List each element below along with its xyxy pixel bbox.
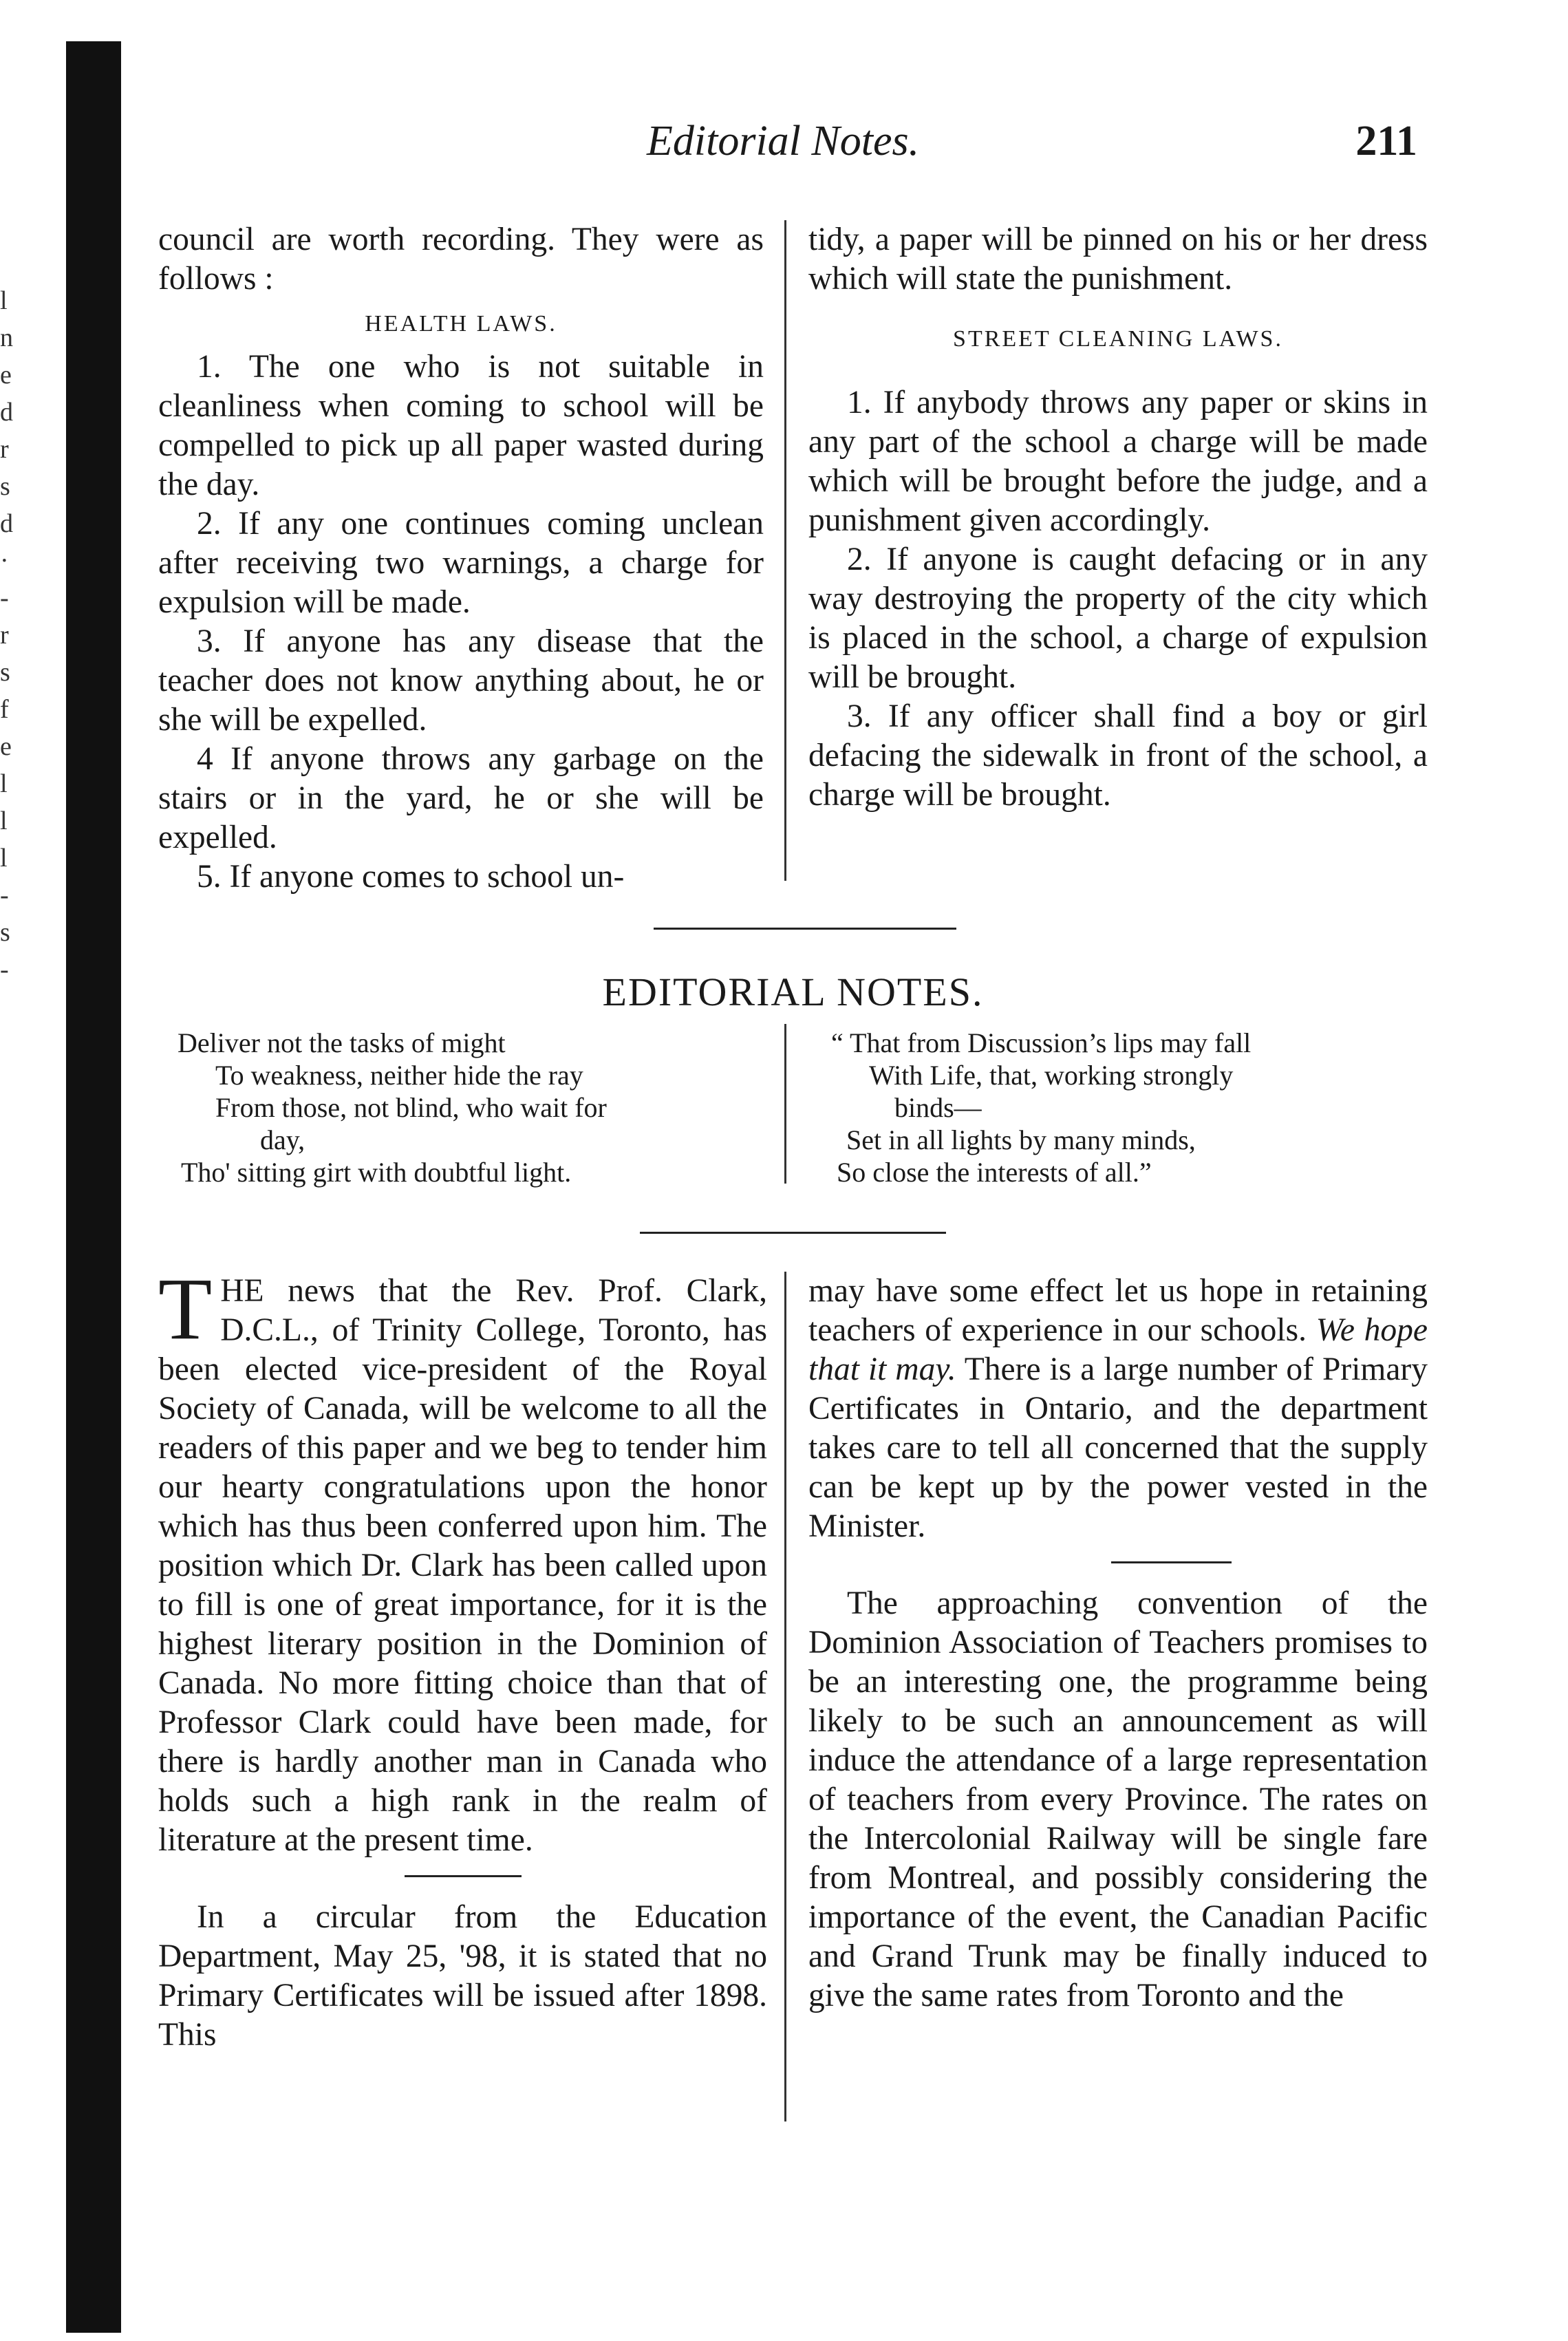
margin-fragment: - xyxy=(0,955,9,984)
margin-fragment: e xyxy=(0,361,12,389)
page-number: 211 xyxy=(1355,118,1417,164)
margin-fragment: n xyxy=(0,323,13,352)
poem-line: binds— xyxy=(894,1092,982,1123)
convention-paragraph: The approaching convention of the Dominion Association of Teachers promises to be an interesting one, the programme being likely to be such an announcement as will induce the attendance of a large representation of teachers from every Province. The rates on the Intercolonial Railway will be single fare from Montreal, and possibly considering the importance of the event, the Canadian Pacific and Grand Trunk may be finally induced to give the same rates from Toronto and the xyxy=(808,1585,1428,2013)
poem-line: With Life, that, working strongly xyxy=(869,1060,1234,1091)
clark-paragraph xyxy=(158,1260,767,1860)
health-law-item: 3. If anyone has any disease that the teacher does not know anything about, he or she will be expelled. xyxy=(158,623,764,738)
paragraph-separator xyxy=(405,1875,522,1877)
margin-fragment: d xyxy=(0,398,13,427)
poem-line: Set in all lights by many minds, xyxy=(846,1124,1196,1155)
margin-fragment: l xyxy=(0,844,8,873)
margin-fragment: s xyxy=(0,918,10,947)
margin-fragment: r xyxy=(0,435,9,464)
street-law-item: 3. If any officer shall find a boy or girl defacing the sidewalk in front of the school, a charge will be brought. xyxy=(808,698,1428,813)
margin-fragment: l xyxy=(0,769,8,798)
certificates-italic: We hope that it may. xyxy=(808,1312,1428,1387)
margin-fragment: f xyxy=(0,695,9,724)
street-law-item: 2. If anyone is caught defacing or in any way destroying the property of the city which is placed in the school, a charge of expulsion will be brought. xyxy=(808,542,1428,695)
margin-fragment: l xyxy=(0,286,8,315)
margin-fragment: - xyxy=(0,584,9,612)
bottom-right-column xyxy=(808,1272,1428,2016)
margin-fragment: l xyxy=(0,806,8,835)
poem-line: To weakness, neither hide the ray xyxy=(215,1060,583,1091)
street-law-item: 1. If anybody throws any paper or skins in any part of the school a charge will be made which will be brought before the judge, and a punishment given accordingly. xyxy=(808,385,1428,538)
health-law-item: 2. If any one continues coming unclean after receiving two warnings, a charge for expulsion will be made. xyxy=(158,506,764,620)
margin-fragment: d xyxy=(0,509,13,538)
street-cleaning-heading: STREET CLEANING LAWS. xyxy=(953,326,1283,352)
health-law-item: 5. If anyone comes to school un- xyxy=(197,859,625,895)
poem-line: From those, not blind, who wait for xyxy=(215,1092,607,1123)
margin-fragment: - xyxy=(0,881,9,910)
health-laws-heading: HEALTH LAWS. xyxy=(365,311,557,336)
drop-cap: T xyxy=(158,1260,213,1358)
circular-paragraph: In a circular from the Education Department, May 25, '98, it is stated that no Primary Certificates will be issued after 1898. This xyxy=(158,1899,767,2053)
certificates-paragraph xyxy=(808,1272,1428,1546)
certificates-text-b: There is a large number of Primary Certificates in Ontario, and the department takes care to tell all concerned that the supply can be kept up by the power vested in the Minister. xyxy=(808,1351,1428,1544)
continuation-paragraph: tidy, a paper will be pinned on his or her dress which will state the punishment. xyxy=(808,222,1428,297)
intro-paragraph: council are worth recording. They were as follows : xyxy=(158,222,764,297)
certificates-text-a: may have some effect let us hope in retaining teachers of experience in our schools. xyxy=(808,1273,1428,1348)
section-title: EDITORIAL NOTES. xyxy=(602,970,984,1014)
margin-fragment: s xyxy=(0,472,10,501)
running-title: Editorial Notes. xyxy=(647,118,920,164)
page-binding-shadow xyxy=(66,41,121,2333)
margin-fragment: e xyxy=(0,732,12,761)
poem-line: “ That from Discussion’s lips may fall xyxy=(831,1027,1252,1058)
margin-fragment: · xyxy=(0,546,9,575)
poem-divider xyxy=(784,1024,786,1184)
column-divider xyxy=(784,1272,786,2121)
top-right-column xyxy=(808,220,1428,815)
poem-left-stanza xyxy=(178,1027,607,1188)
paragraph-separator xyxy=(1111,1561,1232,1563)
margin-fragment: r xyxy=(0,621,9,650)
poem-line: day, xyxy=(260,1124,305,1155)
column-divider xyxy=(784,220,786,881)
poem-line: Tho' sitting girt with doubtful light. xyxy=(181,1157,572,1188)
poem-rule xyxy=(640,1232,946,1234)
clark-paragraph-text: HE news that the Rev. Prof. Clark, D.C.L., of Trinity College, Toronto, has been elected vice-president of the Royal Society of Canada, will be welcome to all the readers of this paper and we beg to tender him our hearty congratulations upon the honor which has thus been conferred upon him. The position which Dr. Clark has been called upon to fill is one of great importance, for it is the highest literary position in the Dominion of Canada. No more fitting choice than that of Professor Clark could have been made, for there is hardly another man in Canada who holds such a high rank in the realm of literature at the present time. xyxy=(158,1273,767,1858)
health-law-item: 1. The one who is not suitable in cleanliness when coming to school will be compelled to pick up all paper wasted during the day. xyxy=(158,349,764,502)
margin-fragments xyxy=(0,282,28,988)
top-left-column xyxy=(158,220,764,897)
poem-line: So close the interests of all.” xyxy=(837,1157,1152,1188)
section-rule xyxy=(654,928,956,930)
health-law-item: 4 If anyone throws any garbage on the stairs or in the yard, he or she will be expelled. xyxy=(158,741,764,855)
margin-fragment: s xyxy=(0,658,10,687)
bottom-left-column xyxy=(158,1260,767,2055)
running-header xyxy=(619,117,1417,179)
poem-right-stanza xyxy=(831,1027,1251,1188)
poem-line: Deliver not the tasks of might xyxy=(178,1027,506,1058)
